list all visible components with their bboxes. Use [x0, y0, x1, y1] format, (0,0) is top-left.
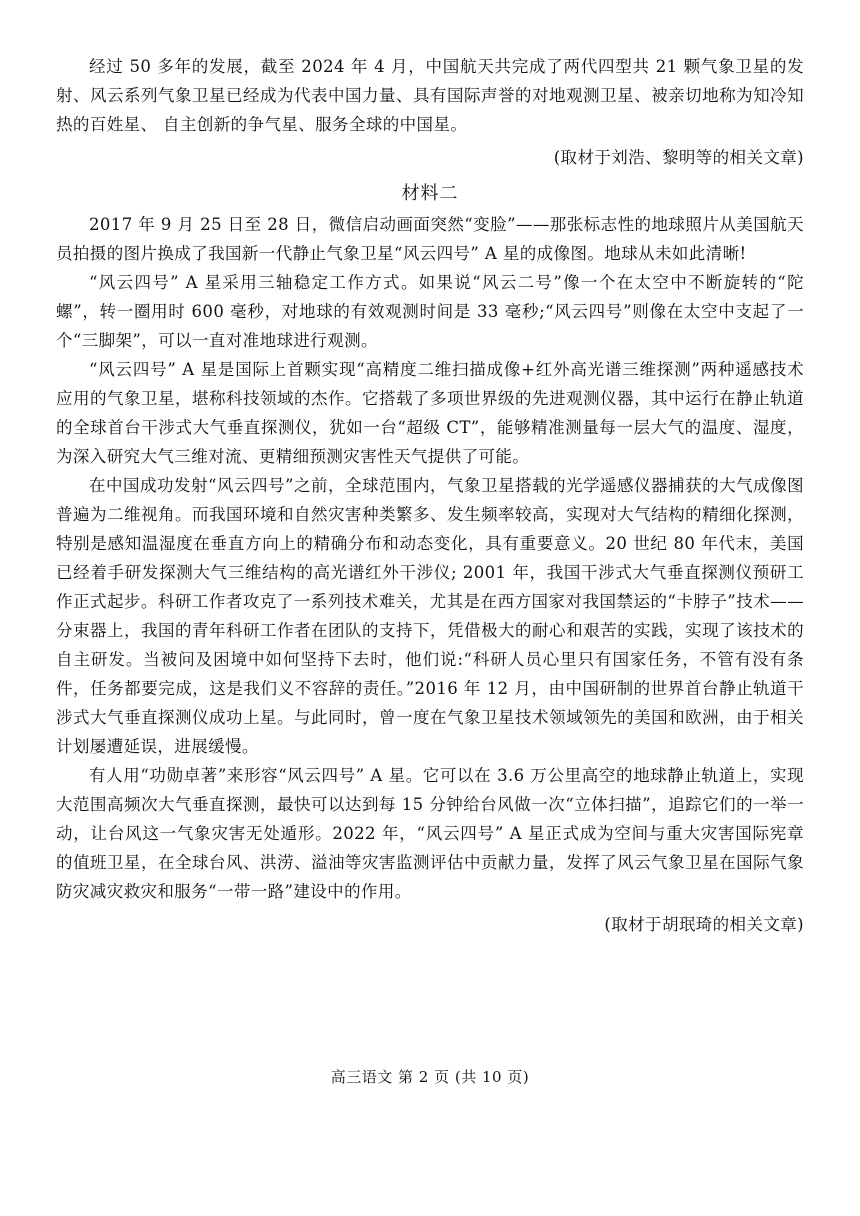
material2-paragraph-1: 2017 年 9 月 25 日至 28 日，微信启动画面突然“变脸”——那张标志性的地球照片从美国航天员拍摄的图片换成了我国新一代静止气象卫星“风云四号” A 星的成像图。地球从未如此清晰!: [56, 215, 804, 263]
document-page: [56, 52, 804, 939]
material1-source: (取材于刘浩、黎明等的相关文章): [553, 148, 804, 167]
material2-paragraph-2: “风云四号” A 星采用三轴稳定工作方式。如果说“风云二号”像一个在太空中不断旋转的“陀螺”，转一圈用时 600 毫秒，对地球的有效观测时间是 33 毫秒;“风云四号”则像在太空中支起了一个“三脚架”，可以一直对准地球进行观测。: [56, 273, 804, 350]
material1-paragraph: 经过 50 多年的发展，截至 2024 年 4 月，中国航天共完成了两代四型共 21 颗气象卫星的发射、风云系列气象卫星已经成为代表中国力量、具有国际声誉的对地观测卫星、被亲切地称为知冷知热的百姓星、 自主创新的争气星、服务全球的中国星。: [56, 57, 804, 134]
material2-paragraph-5: 有人用“功勋卓著”来形容“风云四号” A 星。它可以在 3.6 万公里高空的地球静止轨道上，实现大范围高频次大气垂直探测，最快可以达到每 15 分钟给台风做一次“立体扫描”，追踪它们的一举一动，让台风这一气象灾害无处遁形。2022 年，“风云四号” A 星正式成为空间与重大灾害国际宪章的值班卫星，在全球台风、洪涝、溢油等灾害监测评估中贡献力量，发挥了风云气象卫星在国际气象防灾减灾救灾和服务“一带一路”建设中的作用。: [56, 766, 804, 901]
material2-source: (取材于胡珉琦的相关文章): [604, 915, 804, 934]
material2-paragraph-4: 在中国成功发射“风云四号”之前，全球范围内，气象卫星搭载的光学遥感仪器捕获的大气成像图普遍为二维视角。而我国环境和自然灾害种类繁多、发生频率较高，实现对大气结构的精细化探测，特别是感知温湿度在垂直方向上的精确分布和动态变化，具有重要意义。20 世纪 80 年代末，美国已经着手研发探测大气三维结构的高光谱红外干涉仪; 2001 年，我国干涉式大气垂直探测仪预研工作正式起步。科研工作者攻克了一系列技术难关，尤其是在西方国家对我国禁运的“卡脖子”技术——分束器上，我国的青年科研工作者在团队的支持下，凭借极大的耐心和艰苦的实践，实现了该技术的自主研发。当被问及困境中如何坚持下去时，他们说:“科研人员心里只有国家任务，不管有没有条件，任务都要完成，这是我们义不容辞的责任。”2016 年 12 月，由中国研制的世界首台静止轨道干涉式大气垂直探测仪成功上星。与此同时，曾一度在气象卫星技术领域领先的美国和欧洲，由于相关计划屡遭延误，进展缓慢。: [56, 476, 804, 756]
material2-title: 材料二: [401, 183, 459, 204]
page-footer: 高三语文 第 2 页 (共 10 页): [330, 1068, 530, 1086]
material2-paragraph-3: “风云四号” A 星是国际上首颗实现“高精度二维扫描成像+红外高光谱三维探测”两种遥感技术应用的气象卫星，堪称科技领域的杰作。它搭载了多项世界级的先进观测仪器，其中运行在静止轨道的全球首台干涉式大气垂直探测仪，犹如一台“超级 CT”，能够精准测量每一层大气的温度、湿度，为深入研究大气三维对流、更精细预测灾害性天气提供了可能。: [56, 360, 804, 466]
